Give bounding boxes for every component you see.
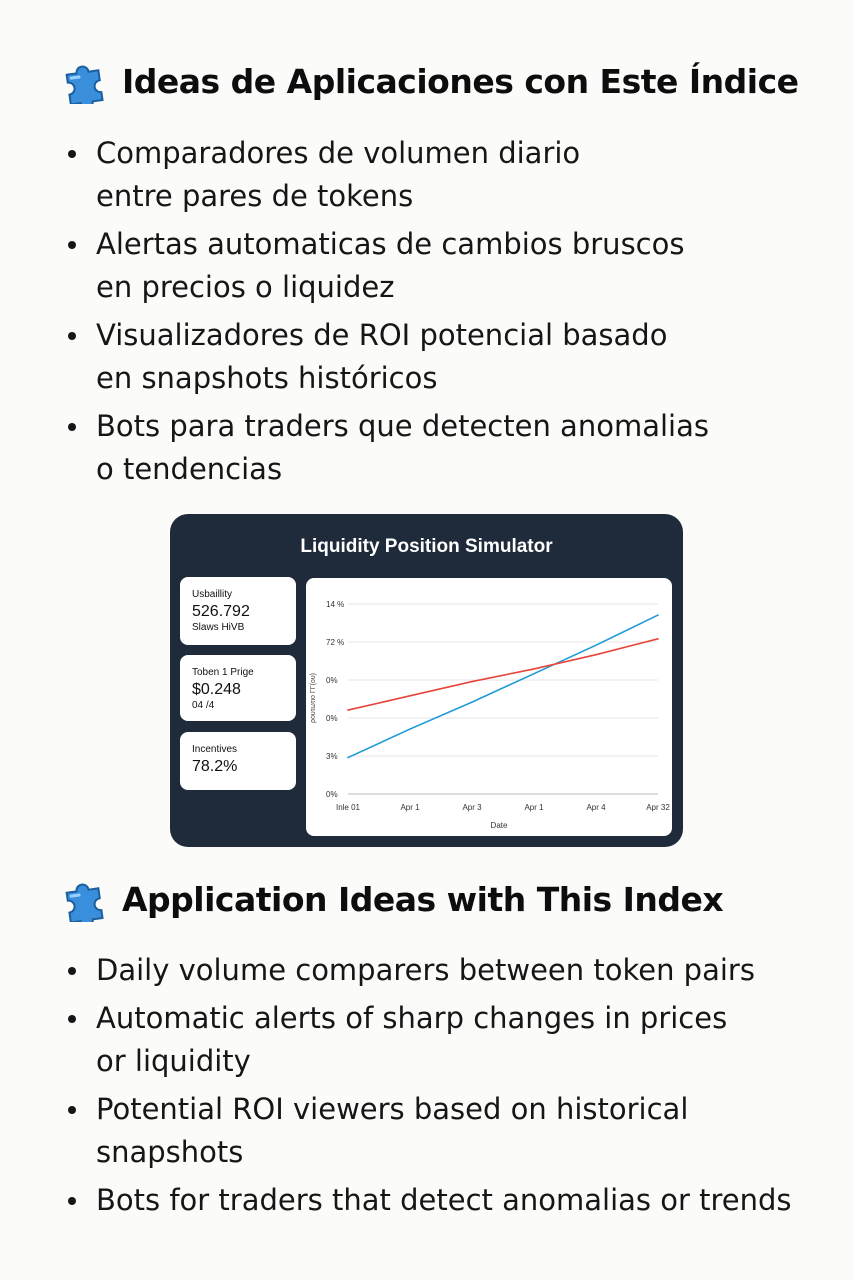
x-tick-label: Apr 4 — [586, 803, 606, 812]
stat-value: $0.248 — [192, 681, 241, 698]
list-item-line: o tendencias — [96, 452, 283, 486]
list-item — [62, 405, 832, 491]
list-item-line: en snapshots históricos — [96, 361, 438, 395]
list-item-line: Comparadores de volumen diario — [96, 136, 581, 170]
section-title-text: Ideas de Aplicaciones con Este Índice — [122, 61, 799, 101]
data-point — [533, 668, 535, 670]
list-item-line: Bots for traders that detect anomalias or trends — [96, 1183, 792, 1217]
list-item-line: snapshots — [96, 1135, 244, 1169]
section-title-en — [62, 876, 723, 922]
data-point — [471, 701, 473, 703]
list-item — [62, 223, 832, 309]
y-tick-label: 72 % — [326, 638, 345, 647]
series-line-1 — [348, 639, 658, 710]
y-tick-label: 0% — [326, 714, 338, 723]
y-tick-label: 0% — [326, 790, 338, 799]
y-axis-label: ρουτωτιο ΓΓ(ου) — [310, 673, 317, 723]
list-item-line: Visualizadores de ROI potencial basado — [96, 318, 668, 352]
series-line-0 — [348, 615, 658, 758]
stat-card-incentives — [180, 732, 296, 790]
stat-value: 78.2% — [192, 758, 238, 775]
list-item — [62, 1179, 832, 1222]
stat-label: Usbaillity — [192, 589, 233, 600]
y-tick-label: 14 % — [326, 600, 345, 609]
list-item-line: Automatic alerts of sharp changes in prices — [96, 1001, 728, 1035]
section-title-es — [62, 58, 799, 104]
x-tick-label: Apr 3 — [462, 803, 482, 812]
stat-sub: 04 /4 — [192, 700, 215, 711]
data-point — [409, 728, 411, 730]
y-tick-label: 0% — [326, 676, 338, 685]
list-item-line: or liquidity — [96, 1044, 251, 1078]
puzzle-icon — [62, 58, 112, 104]
stat-sub: Slaws HiVB — [192, 622, 245, 633]
list-item-line: Alertas automaticas de cambios bruscos — [96, 227, 685, 261]
line-chart-panel — [306, 578, 672, 836]
list-item-line: entre pares de tokens — [96, 179, 414, 213]
list-item — [62, 997, 832, 1083]
stat-label: Incentives — [192, 744, 238, 755]
line-chart — [306, 578, 672, 836]
stat-value: 526.792 — [192, 603, 250, 620]
stat-card-token-price — [180, 655, 296, 721]
data-point — [595, 654, 597, 656]
data-point — [657, 614, 659, 616]
puzzle-icon — [62, 876, 112, 922]
list-item-line: en precios o liquidez — [96, 270, 395, 304]
list-item-line: Daily volume comparers between token pairs — [96, 953, 755, 987]
data-point — [347, 709, 349, 711]
x-tick-label: Inle 01 — [335, 803, 361, 812]
idea-list-es — [62, 132, 832, 496]
x-tick-label: Apr 1 — [524, 803, 544, 812]
data-point — [471, 681, 473, 683]
list-item-line: Bots para traders que detecten anomalias — [96, 409, 709, 443]
list-item — [62, 314, 832, 400]
x-tick-label: Apr 1 — [400, 803, 420, 812]
stat-label: Toben 1 Prige — [192, 667, 254, 678]
x-axis-label: Date — [490, 821, 508, 830]
data-point — [533, 673, 535, 675]
data-point — [347, 757, 349, 759]
section-title-text: Application Ideas with This Index — [122, 879, 724, 919]
data-point — [657, 638, 659, 640]
data-point — [409, 695, 411, 697]
simulator-title: Liquidity Position Simulator — [300, 536, 553, 557]
y-tick-label: 3% — [326, 752, 338, 761]
list-item — [62, 949, 832, 992]
x-tick-label: Apr 32 — [646, 803, 670, 812]
list-item-line: Potential ROI viewers based on historical — [96, 1092, 689, 1126]
stat-card-usability — [180, 577, 296, 645]
idea-list-en — [62, 949, 832, 1227]
list-item — [62, 1088, 832, 1174]
data-point — [595, 644, 597, 646]
liquidity-simulator-card — [170, 514, 683, 847]
list-item — [62, 132, 832, 218]
